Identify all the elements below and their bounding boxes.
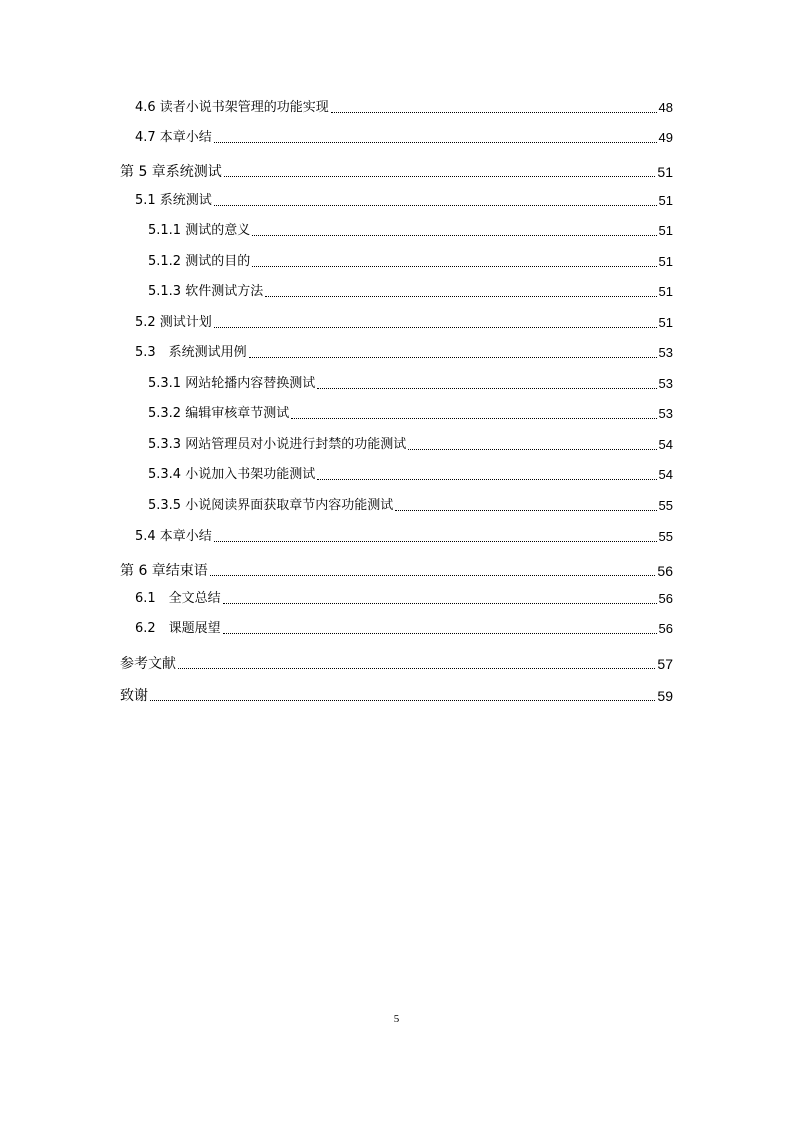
toc-entry[interactable] (148, 498, 673, 514)
toc-entry-page: 53 (658, 406, 673, 421)
toc-entry[interactable] (120, 688, 673, 704)
toc-entry-page: 49 (658, 130, 673, 145)
toc-dot-leader (214, 326, 657, 328)
toc-dot-leader (178, 667, 655, 669)
toc-dot-leader (252, 234, 656, 236)
toc-entry-title: 参考文献 (120, 656, 176, 672)
toc-entry-title: 第 5 章系统测试 (120, 164, 222, 180)
toc-entry-title: 4.6 读者小说书架管理的功能实现 (135, 100, 329, 115)
toc-entry-title: 4.7 本章小结 (135, 130, 212, 145)
toc-entry[interactable] (148, 223, 673, 239)
toc-entry-title: 致谢 (120, 688, 148, 704)
toc-entry-page: 57 (657, 656, 673, 672)
toc-entry[interactable] (120, 563, 673, 579)
toc-entry[interactable] (148, 284, 673, 300)
toc-entry[interactable] (148, 254, 673, 270)
toc-dot-leader (150, 699, 655, 701)
toc-dot-leader (291, 417, 656, 419)
toc-entry-title: 5.4 本章小结 (135, 529, 212, 544)
toc-dot-leader (224, 175, 656, 177)
toc-entry[interactable] (135, 621, 673, 637)
toc-entry-page: 56 (657, 563, 673, 579)
page-number: 5 (393, 1013, 400, 1025)
toc-entry-title: 5.3.3 网站管理员对小说进行封禁的功能测试 (148, 437, 407, 452)
toc-entry-title: 5.1.1 测试的意义 (148, 223, 251, 238)
toc-entry-page: 55 (658, 498, 673, 513)
toc-dot-leader (223, 602, 657, 604)
toc-entry[interactable] (148, 437, 673, 453)
toc-entry-page: 53 (658, 345, 673, 360)
toc-entry[interactable] (135, 591, 673, 607)
toc-entry-page: 51 (658, 254, 673, 269)
toc-dot-leader (331, 111, 657, 113)
toc-entry-title: 6.2 课题展望 (135, 621, 221, 636)
toc-entry-title: 第 6 章结束语 (120, 563, 208, 579)
toc-dot-leader (395, 509, 656, 511)
toc-dot-leader (210, 574, 656, 576)
toc-dot-leader (223, 632, 657, 634)
toc-entry-page: 53 (658, 376, 673, 391)
toc-entry[interactable] (135, 345, 673, 361)
toc-entry-page: 51 (658, 315, 673, 330)
toc-entry-title: 5.3 系统测试用例 (135, 345, 247, 360)
toc-entry-title: 5.2 测试计划 (135, 315, 212, 330)
toc-entry-page: 51 (658, 193, 673, 208)
toc-dot-leader (408, 448, 656, 450)
toc-entry[interactable] (120, 164, 673, 180)
toc-entry-page: 56 (658, 591, 673, 606)
toc-entry-page: 56 (658, 621, 673, 636)
toc-dot-leader (214, 540, 657, 542)
toc-entry[interactable] (148, 467, 673, 483)
toc-entry[interactable] (120, 656, 673, 672)
toc-entry-title: 5.1 系统测试 (135, 193, 212, 208)
toc-dot-leader (214, 204, 657, 206)
toc-dot-leader (214, 141, 657, 143)
toc-entry-page: 55 (658, 529, 673, 544)
toc-entry[interactable] (148, 406, 673, 422)
toc-entry[interactable] (135, 529, 673, 545)
toc-dot-leader (252, 265, 656, 267)
toc-entry-title: 5.3.2 编辑审核章节测试 (148, 406, 290, 421)
toc-dot-leader (317, 478, 656, 480)
toc-entry-page: 48 (658, 100, 673, 115)
toc-entry-page: 51 (658, 284, 673, 299)
toc-dot-leader (265, 295, 656, 297)
toc-entry[interactable] (135, 100, 673, 116)
toc-entry-title: 5.3.5 小说阅读界面获取章节内容功能测试 (148, 498, 394, 513)
toc-entry-page: 51 (657, 164, 673, 180)
toc-entry[interactable] (135, 130, 673, 146)
toc-entry-page: 51 (658, 223, 673, 238)
toc-dot-leader (317, 387, 656, 389)
toc-entry-page: 59 (657, 688, 673, 704)
toc-dot-leader (249, 356, 657, 358)
toc-entry[interactable] (135, 315, 673, 331)
toc-entry[interactable] (135, 193, 673, 209)
toc-entry-title: 5.3.4 小说加入书架功能测试 (148, 467, 316, 482)
toc-entry-title: 6.1 全文总结 (135, 591, 221, 606)
toc-entry-title: 5.3.1 网站轮播内容替换测试 (148, 376, 316, 391)
toc-entry[interactable] (148, 376, 673, 392)
toc-entry-title: 5.1.3 软件测试方法 (148, 284, 264, 299)
toc-entry-page: 54 (658, 467, 673, 482)
toc-entry-page: 54 (658, 437, 673, 452)
toc-entry-title: 5.1.2 测试的目的 (148, 254, 251, 269)
